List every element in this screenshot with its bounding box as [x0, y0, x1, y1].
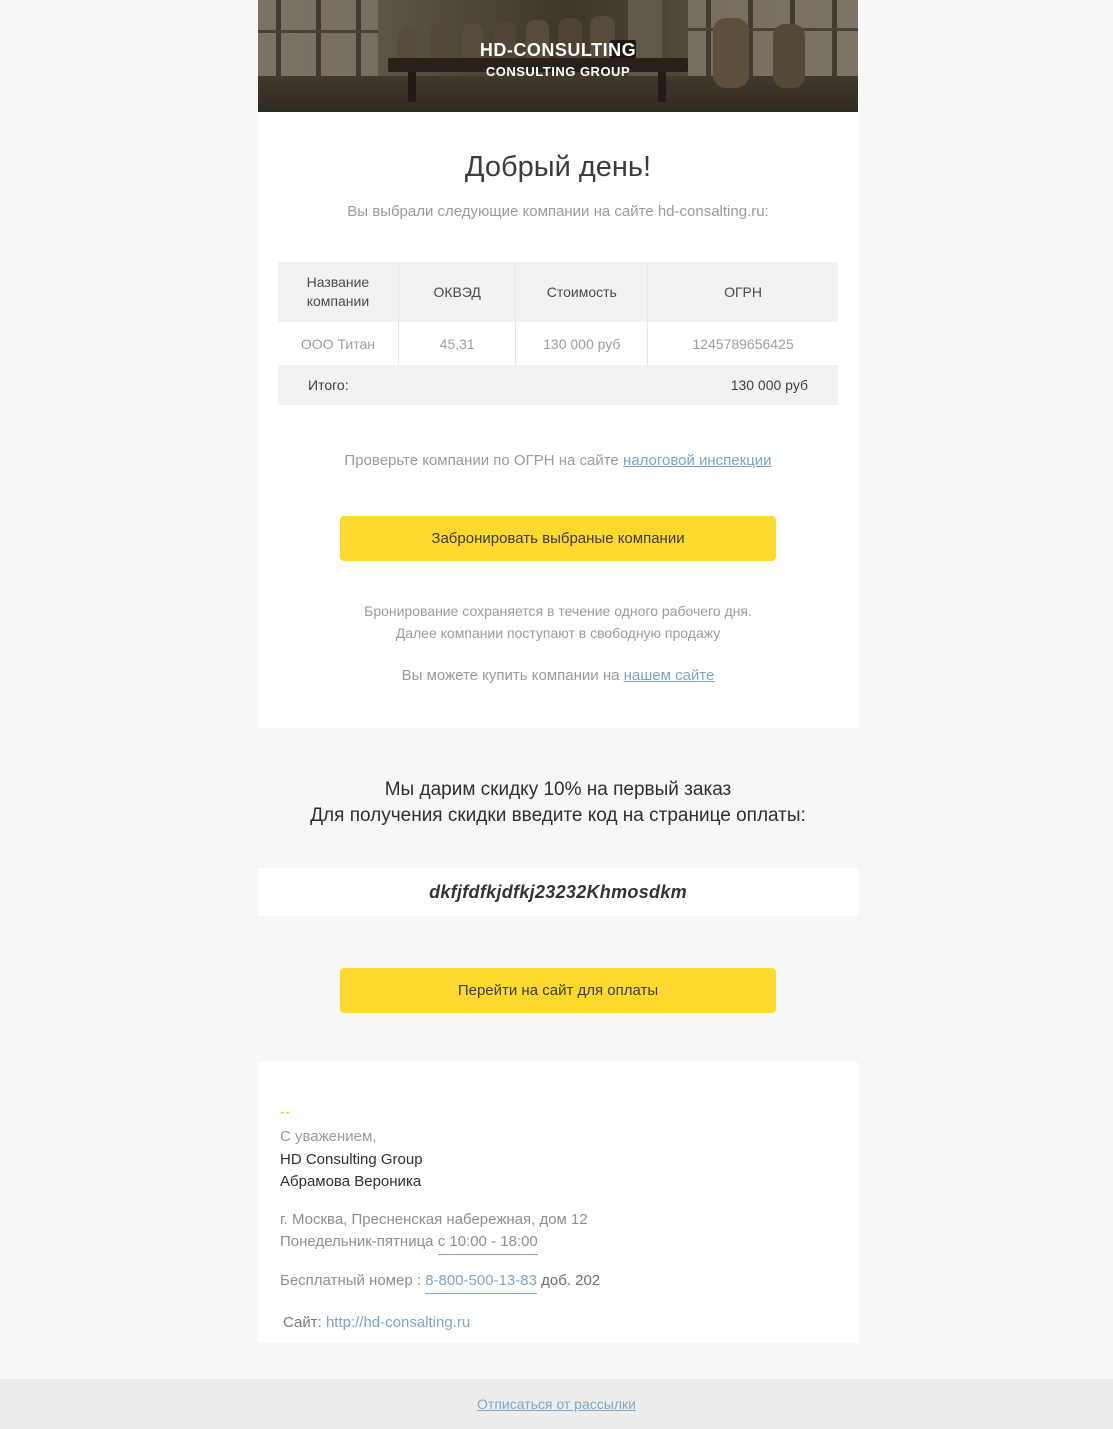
- promo-code: dkfjfdfkjdfkj23232Khmosdkm: [429, 882, 687, 902]
- brand-subtitle: CONSULTING GROUP: [485, 63, 631, 79]
- signature-regards: С уважением,: [280, 1128, 377, 1145]
- ogrn-check-line: [258, 453, 858, 469]
- signature-person: Абрамова Вероника: [280, 1173, 422, 1190]
- reserve-button[interactable]: Забронировать выбраные компании: [340, 516, 776, 561]
- table-row: [278, 322, 838, 365]
- hours-value: с 10:00 - 18:00: [438, 1233, 538, 1255]
- signature-site-line: [280, 1314, 838, 1331]
- table-header-row: [278, 262, 838, 322]
- site-label: Сайт:: [283, 1314, 326, 1331]
- header-image: [258, 0, 858, 112]
- column-header-ogrn: ОГРН: [648, 262, 838, 322]
- greeting-subtitle: Вы выбрали следующие компании на сайте hd-consalting.ru:: [347, 203, 769, 220]
- email-body: [258, 0, 858, 1343]
- cell-okved: 45,31: [398, 322, 516, 365]
- main-card: [258, 112, 858, 728]
- signature-dashes: --: [280, 1104, 291, 1119]
- signature-card: [258, 1062, 858, 1343]
- footer: [0, 1379, 1113, 1429]
- discount-text: [258, 728, 858, 829]
- column-header-company-name: Название компании: [278, 262, 398, 322]
- cell-price: 130 000 руб: [516, 322, 648, 365]
- reservation-note: [258, 600, 858, 644]
- discount-section: [258, 728, 858, 868]
- signature-company: HD Consulting Group: [280, 1151, 423, 1168]
- cell-company-name: ООО Титан: [278, 322, 398, 365]
- buy-line: [258, 668, 858, 684]
- tax-inspection-link[interactable]: налоговой инспекции: [622, 452, 772, 469]
- unsubscribe-link[interactable]: Отписаться от рассылки: [477, 1396, 636, 1412]
- reservation-note-line1: Бронирование сохраняется в течение одного рабочего дня.: [364, 603, 752, 619]
- brand-logo: [258, 0, 858, 112]
- ogrn-check-text: Проверьте компании по ОГРН на сайте: [344, 452, 623, 469]
- column-header-price: Стоимость: [516, 262, 648, 322]
- discount-line2: Для получения скидки введите код на странице оплаты:: [310, 805, 806, 826]
- table-total-row: [278, 365, 838, 405]
- signature-hours: [280, 1233, 838, 1250]
- site-link[interactable]: http://hd-consalting.ru: [325, 1314, 471, 1331]
- total-value: 130 000 руб: [516, 365, 838, 405]
- buy-text: Вы можете купить компании на: [401, 667, 624, 684]
- total-label: Итого:: [278, 365, 516, 405]
- hours-prefix: Понедельник-пятница: [280, 1233, 438, 1250]
- phone-extension: доб. 202: [536, 1272, 601, 1289]
- pay-button[interactable]: Перейти на сайт для оплаты: [340, 968, 776, 1013]
- brand-title: HD-CONSULTING: [479, 39, 637, 60]
- our-site-link[interactable]: нашем сайте: [623, 667, 715, 684]
- column-header-okved: ОКВЭД: [398, 262, 516, 322]
- promo-code-strip: [258, 868, 858, 916]
- greeting-title: Добрый день!: [464, 151, 652, 183]
- reservation-note-line2: Далее компании поступают в свободную продажу: [395, 625, 721, 641]
- companies-table: [278, 262, 838, 405]
- phone-label: Бесплатный номер :: [280, 1272, 426, 1289]
- discount-line1: Мы дарим скидку 10% на первый заказ: [384, 779, 732, 800]
- cell-ogrn: 1245789656425: [648, 322, 838, 365]
- signature-address: г. Москва, Пресненская набережная, дом 12: [280, 1211, 588, 1228]
- phone-link[interactable]: 8-800-500-13-83: [425, 1272, 537, 1294]
- signature-phone-line: [280, 1272, 838, 1289]
